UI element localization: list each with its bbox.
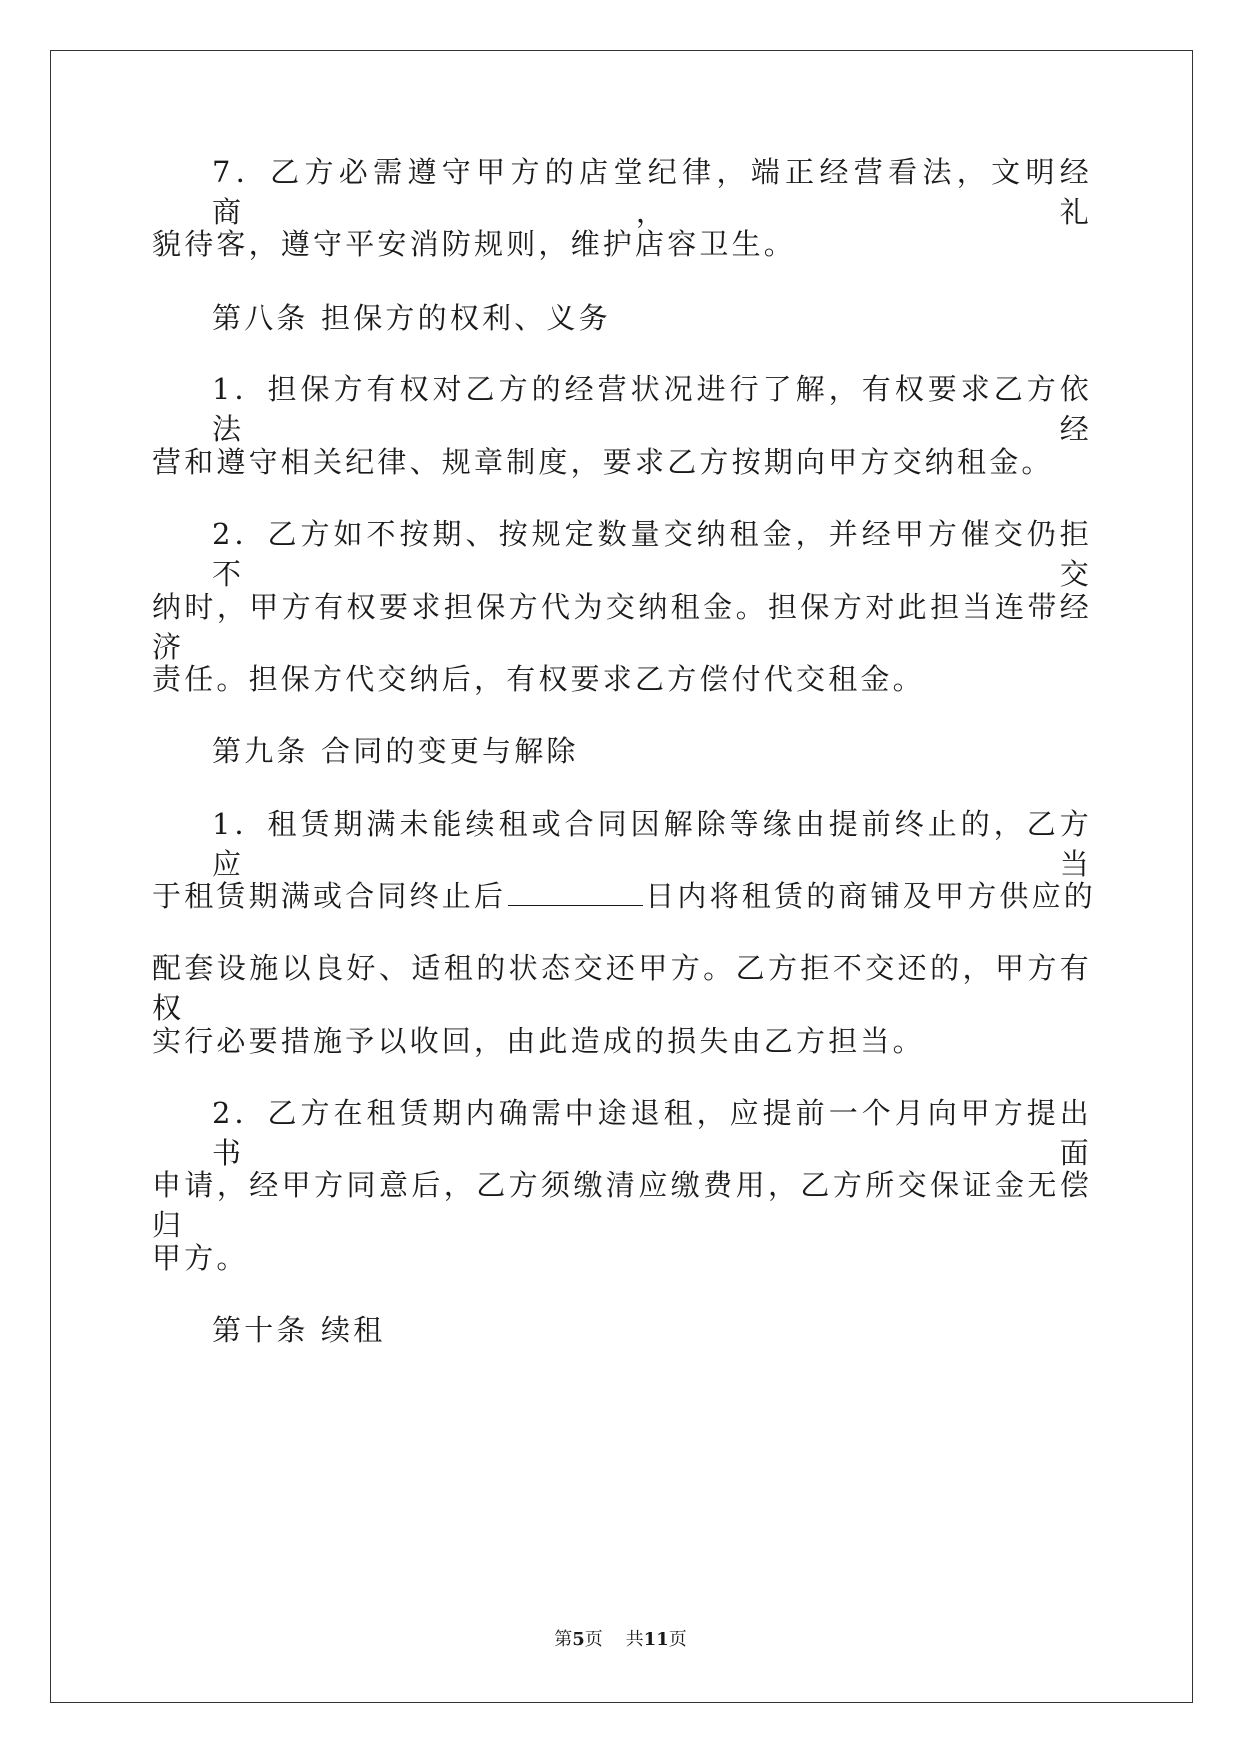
section-heading: 第十条 续租	[212, 1313, 386, 1347]
paragraph-line: 2．乙方如不按期、按规定数量交纳租金，并经甲方催交仍拒不交	[212, 517, 1092, 591]
paragraph-line: 配套设施以良好、适租的状态交还甲方。乙方拒不交还的，甲方有权	[152, 951, 1092, 1025]
paragraph-line: 1．租赁期满未能续租或合同因解除等缘由提前终止的，乙方应当	[212, 807, 1092, 881]
total-page-number: 11	[643, 1629, 669, 1650]
paragraph-line: 实行必要措施予以收回，由此造成的损失由乙方担当。	[152, 1024, 925, 1058]
text-segment: 于租赁期满或合同终止后	[152, 879, 507, 913]
paragraph-line: 申请，经甲方同意后，乙方须缴清应缴费用，乙方所交保证金无偿归	[152, 1168, 1092, 1242]
text-segment: 日内将租赁的商铺及甲方供应的	[645, 879, 1097, 913]
page-footer	[0, 1628, 1241, 1652]
footer-text: 页	[668, 1629, 687, 1650]
paragraph-line: 貌待客，遵守平安消防规则，维护店容卫生。	[152, 227, 797, 261]
fill-in-blank	[508, 879, 643, 906]
section-heading: 第九条 合同的变更与解除	[212, 734, 579, 768]
paragraph-line: 营和遵守相关纪律、规章制度，要求乙方按期向甲方交纳租金。	[152, 445, 1054, 479]
paragraph-line: 责任。担保方代交纳后，有权要求乙方偿付代交租金。	[152, 662, 925, 696]
paragraph-line: 1．担保方有权对乙方的经营状况进行了解，有权要求乙方依法经	[212, 372, 1092, 446]
paragraph-line: 甲方。	[152, 1241, 249, 1275]
paragraph-line-with-blank	[152, 876, 1096, 916]
paragraph-line: 2．乙方在租赁期内确需中途退租，应提前一个月向甲方提出书面	[212, 1096, 1092, 1170]
footer-text: 共	[625, 1629, 644, 1650]
section-heading: 第八条 担保方的权利、义务	[212, 301, 611, 335]
footer-text: 第	[554, 1629, 573, 1650]
current-page-number: 5	[572, 1629, 585, 1650]
paragraph-line: 7．乙方必需遵守甲方的店堂纪律，端正经营看法，文明经商，礼	[212, 155, 1092, 229]
footer-text: 页	[584, 1629, 603, 1650]
paragraph-line: 纳时，甲方有权要求担保方代为交纳租金。担保方对此担当连带经济	[152, 590, 1092, 664]
